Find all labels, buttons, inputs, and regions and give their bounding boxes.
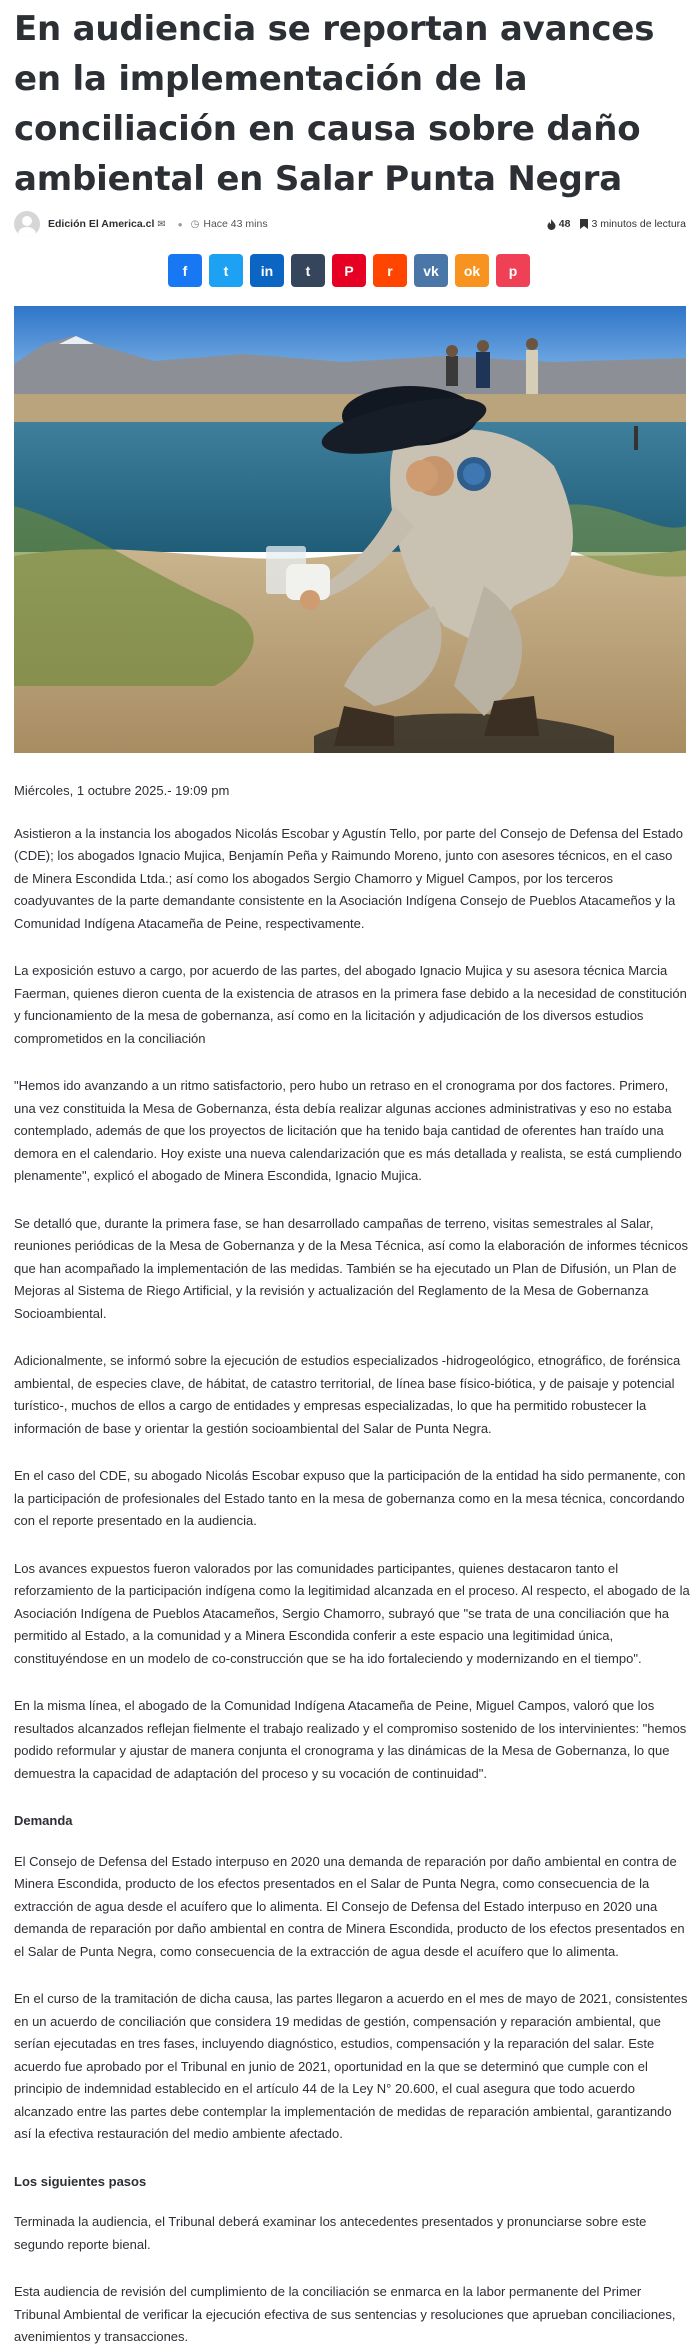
paragraph-4: Se detalló que, durante la primera fase, se han desarrollado campañas de terreno, visitas semestrales al Salar, reuniones periódicas de la Mesa de Gobernanza y de la Mesa Técnica, así como la elaboración de informes técnicos que han acompañado la implementación de las medidas. También se ha ejecutado un Plan de Difusión, un Plan de Mejoras al Sistema de Riego Artificial, y la revisión y actualización del Reglamento de la Mesa de Gobernanza Socioambiental.: [14, 1215, 688, 1321]
tumblr-share-button[interactable]: [291, 254, 325, 287]
clock-icon: ◷: [190, 218, 200, 230]
linkedin-share-button[interactable]: [250, 254, 284, 287]
heading-siguientes-pasos: Los siguientes pasos: [14, 2173, 147, 2189]
facebook-icon: f: [182, 262, 188, 279]
paragraph-5: Adicionalmente, se informó sobre la ejecución de estudios especializados -hidrogeológico, etnográfico, de forénsica ambiental, de especies clave, de hábitat, de catastro territorial, de línea base físico-biótica, y de paisaje y potencial turístico-, muchos de ellos a cargo de entidades y empresas especializadas, lo que ha permitido robustecer la información de base y orientar la gestión socioambiental del Salar de Punta Negra.: [14, 1353, 681, 1436]
envelope-icon[interactable]: ✉: [157, 218, 166, 230]
flame-icon: [547, 219, 556, 230]
avatar[interactable]: [14, 211, 40, 237]
meta-stats: [547, 218, 686, 230]
twitter-icon: t: [223, 262, 229, 279]
paragraph-7: Los avances expuestos fueron valorados por las comunidades participantes, quienes destacaron tanto el reforzamiento de la participación indígena como la legitimidad alcanzada en el proceso. Al respecto, el abogado de la Asociación Indígena de Pueblos Atacameños, Sergio Chamorro, subrayó que "se trata de una conciliación que ha permitido al Estado, a la comunidad y a Minera Escondida conferir a este espacio una legitimidad única, constituyéndose en un modelo de co-construcción que se ha ido fortaleciendo y modernizando en el tiempo".: [14, 1560, 690, 1666]
article-meta: [14, 210, 686, 238]
pinterest-icon: P: [344, 262, 354, 279]
tumblr-icon: t: [305, 262, 311, 279]
reddit-icon: r: [387, 262, 393, 279]
linkedin-icon: in: [260, 262, 274, 279]
read-time: [580, 218, 686, 230]
reddit-share-button[interactable]: [373, 254, 407, 287]
heading-demanda: Demanda: [14, 1813, 73, 1828]
share-bar: [168, 254, 530, 287]
paragraph-demanda-2: En el curso de la tramitación de dicha causa, las partes llegaron a acuerdo en el mes de mayo de 2021, consistentes en un acuerdo de conciliación que considera 19 medidas de gestión, compensación y reparación ambiental, que serían ejecutadas en tres fases, incluyendo diagnóstico, estudios, compensación y la reparación del salar. Este acuerdo fue aprobado por el Tribunal en junio de 2021, oportunidad en la que se determinó que cumple con el principio de indemnidad establecido en el artículo 44 de la Ley N° 20.600, el cual asegura que todo acuerdo alcanzado entre las partes debe contemplar la implementación de medidas de reparación ambiental, garantizando así la efectiva restauración del medio ambiente afectado.: [14, 1991, 688, 2141]
author-name[interactable]: Edición El America.cl: [48, 218, 155, 230]
hero-image: [14, 306, 686, 753]
field-worker-photo: [14, 306, 686, 753]
paragraph-demanda-1: El Consejo de Defensa del Estado interpuso en 2020 una demanda de reparación por daño ambiental en contra de Minera Escondida, producto de los efectos presentados en el Salar de Punta Negra, como consecuencia de la extracción de agua desde el acuífero que lo alimenta. El Consejo de Defensa del Estado interpuso en 2020 una demanda de reparación por daño ambiental en contra de Minera Escondida, producto de los efectos presentados en el Salar de Punta Negra, como consecuencia de la extracción de agua desde el acuífero que lo alimenta.: [14, 1853, 685, 1959]
time-ago: Hace 43 mins: [203, 218, 268, 230]
facebook-share-button[interactable]: [168, 254, 202, 287]
pinterest-share-button[interactable]: [332, 254, 366, 287]
odnoklassniki-icon: ok: [463, 262, 481, 279]
paragraph-3: "Hemos ido avanzando a un ritmo satisfactorio, pero hubo un retraso en el cronograma por dos factores. Primero, una vez constituida la Mesa de Gobernanza, ésta debía realizar algunas acciones administrativas y eso no estaba contemplado, además de que los proyectos de licitación que ha tenido baja cantidad de oferentes han traído una demora en el calendario. Hoy existe una nueva calendarización que es más detallada y realista, se está cumpliendo plenamente", explicó el abogado de Minera Escondida, Ignacio Mujica.: [14, 1078, 682, 1183]
date-line: Miércoles, 1 octubre 2025.- 19:09 pm: [14, 783, 230, 798]
vk-share-button[interactable]: [414, 254, 448, 287]
read-time-label: 3 minutos de lectura: [591, 218, 686, 230]
article-body: [14, 780, 690, 2349]
paragraph-6: En el caso del CDE, su abogado Nicolás Escobar expuso que la participación de la entidad ha sido permanente, con la participación de profesionales del Estado tanto en la mesa de gobernanza como en la mesa técnica, concordando con el reporte presentado en la audiencia.: [14, 1468, 686, 1528]
paragraph-pasos-1: Terminada la audiencia, el Tribunal deberá examinar los antecedentes presentados y pronunciarse sobre este segundo reporte bienal.: [14, 2214, 647, 2252]
twitter-share-button[interactable]: [209, 254, 243, 287]
paragraph-2: La exposición estuvo a cargo, por acuerdo de las partes, del abogado Ignacio Mujica y su asesora técnica Marcia Faerman, quienes dieron cuenta de la existencia de atrasos en la primera fase debido a la necesidad de constitución y funcionamiento de la mesa de gobernanza, así como en la licitación y adjudicación de los diversos estudios comprometidos en la conciliación: [14, 963, 687, 1046]
pocket-icon: p: [508, 262, 518, 279]
views-value: 48: [558, 218, 571, 230]
paragraph-pasos-2: Esta audiencia de revisión del cumplimiento de la conciliación se enmarca en la labor permanente del Primer Tribunal Ambiental de verificar la ejecución efectiva de sus sentencias y resoluciones que aprueban conciliaciones, avenimientos y transacciones.: [14, 2284, 676, 2344]
views-count: [547, 218, 571, 230]
article-title: En audiencia se reportan avances en la implementación de la conciliación en causa sobre daño ambiental en Salar Punta Negra: [14, 9, 655, 199]
vk-icon: vk: [423, 262, 439, 279]
paragraph-8: En la misma línea, el abogado de la Comunidad Indígena Atacameña de Peine, Miguel Campos, valoró que los resultados alcanzados reflejan fielmente el trabajo realizado y el compromiso sostenido de los intervinientes: "hemos podido reformular y ajustar de manera conjunta el cronograma y las dinámicas de la Mesa de Gobernanza, lo que demuestra la capacidad de adaptación del proceso y su vocación de continuidad".: [14, 1698, 687, 1781]
separator-dot: ●: [177, 219, 183, 229]
paragraph-1: Asistieron a la instancia los abogados Nicolás Escobar y Agustín Tello, por parte del Consejo de Defensa del Estado (CDE); los abogados Ignacio Mujica, Benjamín Peña y Raimundo Moreno, junto con asesores técnicos, en el caso de Minera Escondida Ltda.; así como los abogados Sergio Chamorro y Miguel Campos, por los terceros coadyuvantes de la parte demandante consistente en la Asociación Indígena Consejo de Pueblos Atacameños y la Comunidad Indígena Atacameña de Peine, respectivamente.: [14, 825, 683, 931]
odnoklassniki-share-button[interactable]: [455, 254, 489, 287]
pocket-share-button[interactable]: [496, 254, 530, 287]
bookmark-icon: [580, 219, 588, 229]
